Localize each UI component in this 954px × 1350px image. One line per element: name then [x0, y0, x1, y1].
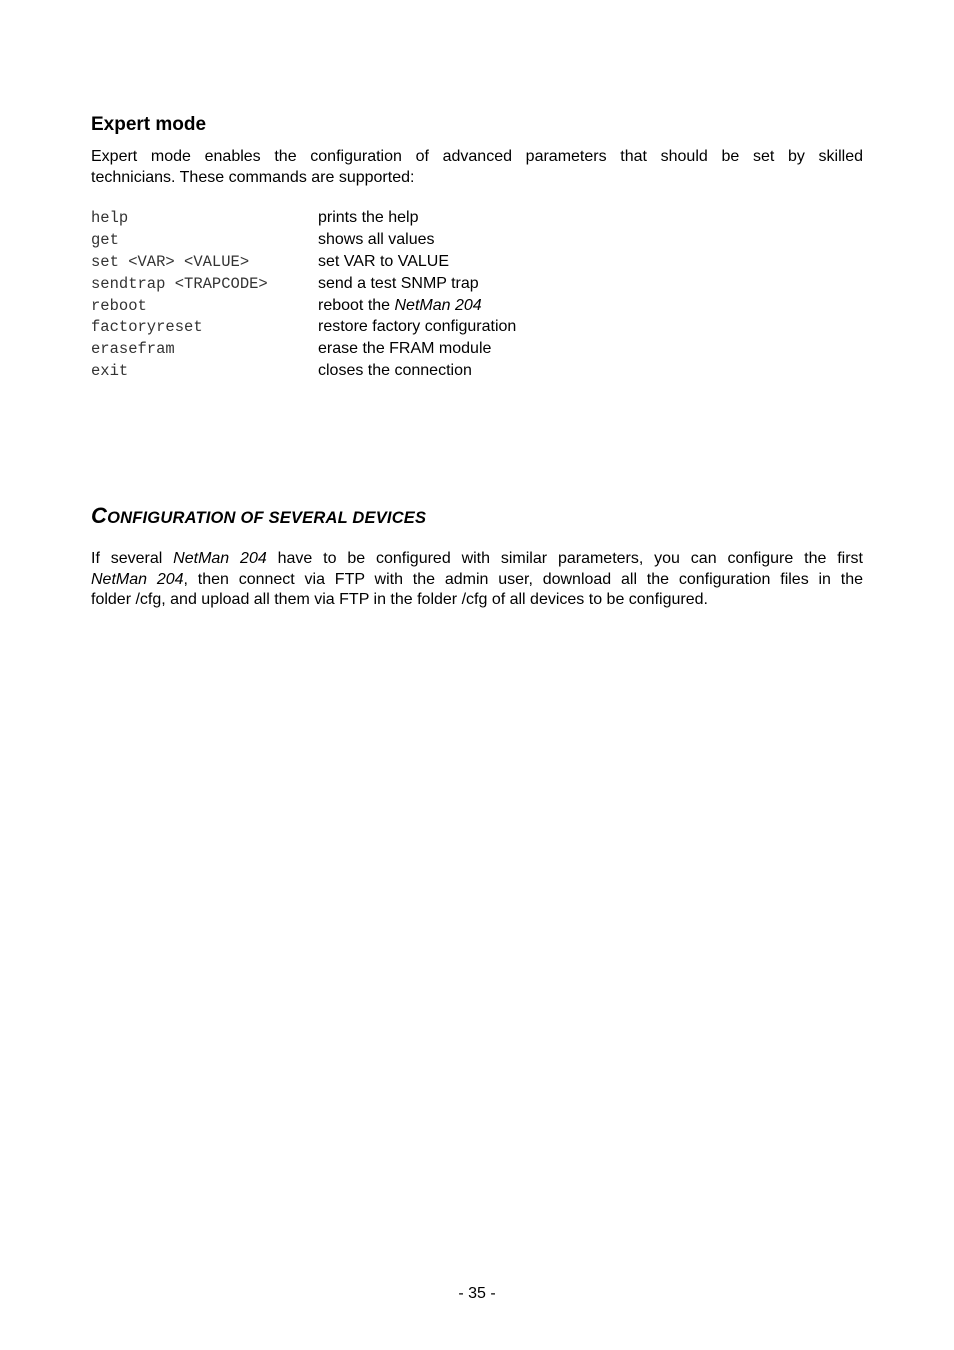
paragraph-line [91, 570, 863, 591]
text-run: , then connect via FTP with the admin user, download all the configuration files in the [183, 570, 863, 588]
section-heading-configuration-of-several-devices [91, 502, 426, 532]
command-row [91, 338, 591, 360]
command-name: set <VAR> <VALUE> [91, 252, 250, 271]
command-name: reboot [91, 296, 147, 315]
command-name: exit [91, 362, 129, 381]
command-name: factoryreset [91, 318, 203, 337]
command-row [91, 295, 591, 317]
command-name: erasefram [91, 340, 175, 359]
command-row [91, 229, 591, 251]
command-name: get [91, 230, 119, 249]
command-row [91, 251, 591, 273]
command-description: send a test SNMP trap [318, 274, 479, 292]
expert-mode-intro [91, 147, 863, 188]
text-run: If several [91, 550, 174, 567]
paragraph-line: folder /cfg, and upload all them via FTP in the folder /cfg of all devices to be configured. [91, 591, 708, 608]
intro-line: technicians. These commands are supported: [91, 168, 415, 186]
product-name: NetMan 204 [173, 550, 267, 567]
command-description: shows all values [318, 230, 435, 248]
heading-smallcaps: ONFIGURATION OF [107, 509, 269, 527]
configuration-paragraph [91, 549, 863, 611]
description-text: reboot the [318, 296, 395, 314]
command-name: help [91, 208, 129, 227]
command-description: set VAR to VALUE [318, 252, 450, 270]
command-name: sendtrap <TRAPCODE> [91, 274, 268, 293]
page-number: - 35 - [458, 1285, 496, 1302]
command-row [91, 316, 591, 338]
section-heading-expert-mode: Expert mode [91, 114, 207, 135]
product-name: NetMan 204 [394, 296, 482, 314]
command-description: restore factory configuration [318, 318, 517, 336]
command-description [318, 297, 482, 315]
intro-line: Expert mode enables the configuration of advanced parameters that should be set by skilled [91, 148, 863, 165]
command-row [91, 360, 591, 382]
heading-smallcaps: SEVERAL DEVICES [268, 509, 427, 527]
text-run: have to be configured with similar parameters, you can configure the first [266, 550, 863, 567]
command-list [91, 207, 591, 382]
command-row [91, 273, 591, 295]
command-description: closes the connection [318, 362, 472, 380]
heading-initial: C [91, 503, 108, 528]
paragraph-line [91, 549, 863, 570]
command-row [91, 207, 591, 229]
command-description: prints the help [318, 208, 419, 226]
command-description: erase the FRAM module [318, 340, 492, 358]
product-name: NetMan 204 [91, 570, 184, 588]
